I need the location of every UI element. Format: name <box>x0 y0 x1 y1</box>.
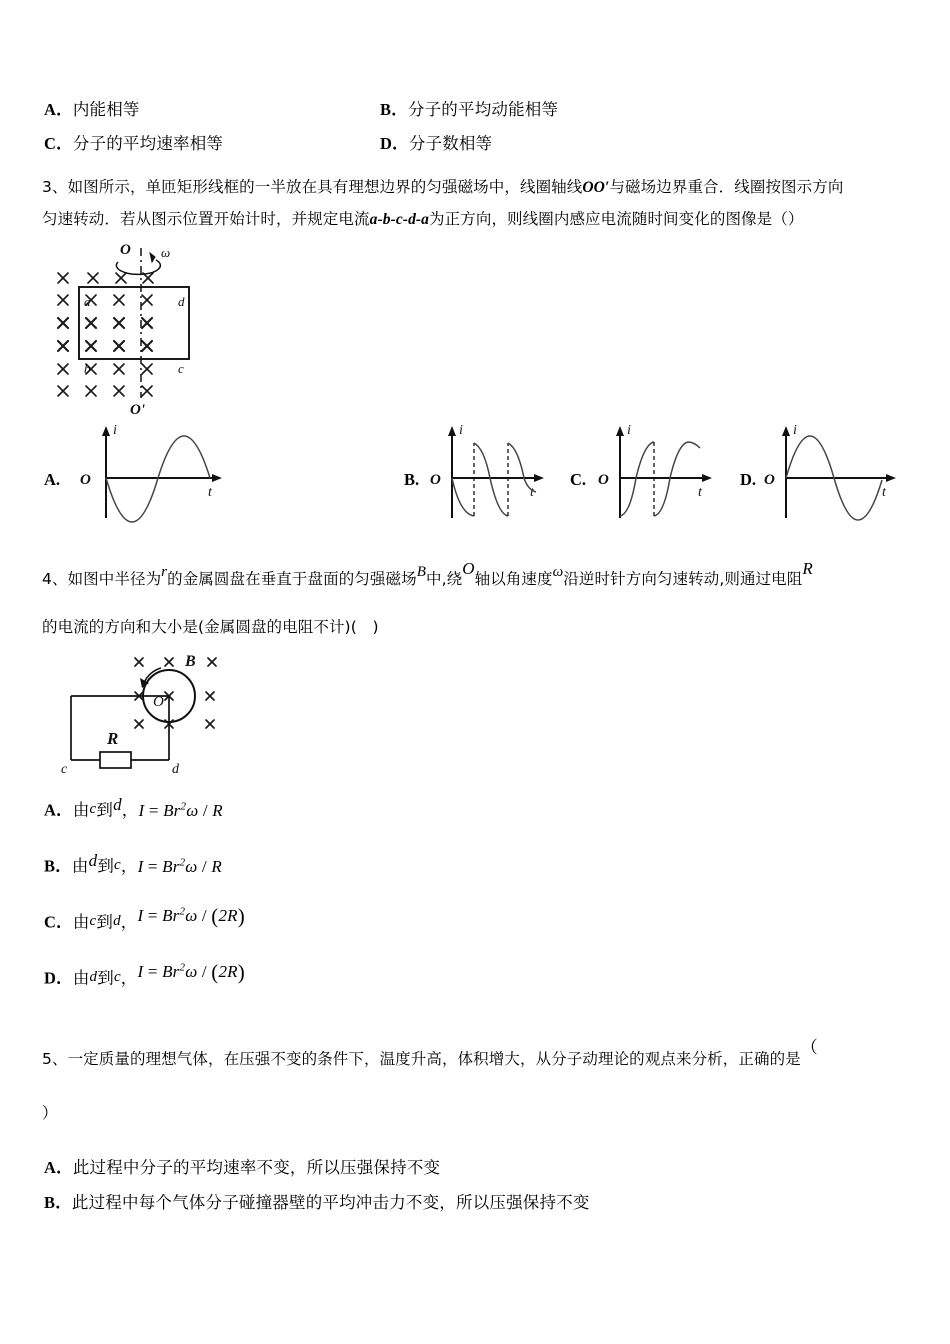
q2-option-a <box>44 100 140 120</box>
q4-option-b-to: c <box>114 856 121 873</box>
q3-line2-part1: 匀速转动．若从图示位置开始计时，并规定电流 <box>42 210 370 228</box>
magnetic-field-crosses-q4 <box>135 658 216 728</box>
corner-label-b: b <box>84 361 91 376</box>
corner-label-d: d <box>178 294 185 309</box>
origin-label-a: O <box>80 472 91 488</box>
q5-paren-close: ） <box>42 1104 58 1122</box>
x-axis-arrow-c <box>702 474 712 482</box>
x-axis-arrow-d <box>886 474 896 482</box>
q3-option-a-letter-wrap <box>44 470 60 490</box>
q5-option-a <box>44 1158 440 1178</box>
origin-label-c: O <box>598 472 609 488</box>
x-label-d: t <box>882 485 886 500</box>
q4-option-c-prefix: 由 <box>72 912 90 932</box>
q3-option-d-letter-wrap <box>740 470 756 490</box>
x-label-a: t <box>208 485 212 500</box>
q2-option-a-letter: A． <box>44 100 73 119</box>
q4-stem-line2 <box>42 608 379 647</box>
q4-number: 4、 <box>42 570 68 588</box>
omega-label: ω <box>161 245 171 260</box>
x-axis-arrow-b <box>534 474 544 482</box>
rotation-arrow-head <box>150 253 155 262</box>
y-label-b: i <box>459 423 463 438</box>
disk-center-label: O <box>153 694 164 710</box>
q4-var-B: B <box>416 563 426 580</box>
q2-option-c-letter: C． <box>44 134 73 153</box>
q5-option-a-letter: A． <box>44 1158 73 1177</box>
q4-line1-part2: 的金属圆盘在垂直于盘面的匀强磁场 <box>167 570 417 588</box>
q3-number: 3、 <box>42 178 68 196</box>
y-axis-arrow-d <box>782 426 790 436</box>
q3-graph-option-d <box>762 418 912 523</box>
waveform-b-seg1 <box>452 478 474 516</box>
corner-label-c: c <box>178 361 184 376</box>
q2-option-b <box>380 100 558 120</box>
y-axis-arrow-c <box>616 426 624 436</box>
q4-option-d-mid: 到 <box>97 968 114 988</box>
q4-option-d <box>44 959 245 990</box>
y-axis-arrow-a <box>102 426 110 436</box>
y-label-a: i <box>113 423 117 438</box>
q5-number: 5、 <box>42 1050 68 1068</box>
q3-axis-var: OO <box>582 179 605 196</box>
q4-var-O: O <box>462 558 475 578</box>
q4-option-b-letter: B． <box>44 856 72 876</box>
q4-option-d-comma: ， <box>120 968 138 988</box>
q4-option-d-prefix: 由 <box>72 968 90 988</box>
q4-var-r: r <box>161 563 168 580</box>
q4-option-c-letter: C． <box>44 912 73 932</box>
q4-option-c-formula: I = Br$^2$ω / (2R) <box>137 903 245 928</box>
q2-option-b-text: 分子的平均动能相等 <box>407 100 559 119</box>
q4-var-omega: ω <box>552 563 564 580</box>
q4-line1-part4: 轴以角速度 <box>474 570 553 588</box>
q3-graph-option-c <box>596 418 726 523</box>
q3-line2-part2: 为正方向，则线圈内感应电流随时间变化的图像是（） <box>429 210 804 228</box>
q4-option-a-formula: I = Br$^2$ω / R <box>138 800 223 820</box>
q4-option-b-mid: 到 <box>97 856 115 876</box>
field-label-B: B <box>185 653 196 670</box>
q4-line1-part1: 如图中半径为 <box>67 570 162 588</box>
q2-option-d-letter: D． <box>380 134 409 153</box>
q4-option-c <box>44 903 245 934</box>
q4-option-a-mid: 到 <box>96 800 114 820</box>
q5-option-b-text: 此过程中每个气体分子碰撞器壁的平均冲击力不变，所以压强保持不变 <box>71 1193 590 1212</box>
axis-label-bottom: O' <box>130 402 145 418</box>
q3-stem-line2 <box>42 200 803 239</box>
q2-option-b-letter: B． <box>380 100 408 119</box>
corner-label-a: a <box>84 294 91 309</box>
x-label-b: t <box>530 485 534 500</box>
q5-stem-line1 <box>42 1037 818 1079</box>
q4-option-b-formula: I = Br$^2$ω / R <box>137 856 222 876</box>
q4-option-b-from: d <box>88 850 98 870</box>
q4-option-d-formula: I = Br$^2$ω / (2R) <box>137 959 245 984</box>
q3-option-c-letter-wrap <box>570 470 586 490</box>
x-label-c: t <box>698 485 702 500</box>
axis-label-top: O <box>120 242 131 258</box>
y-axis-arrow-b <box>448 426 456 436</box>
q4-option-a-prefix: 由 <box>72 800 90 820</box>
q4-option-b <box>44 852 222 878</box>
q3-option-b-letter: B. <box>404 470 420 489</box>
terminal-label-d: d <box>172 762 179 777</box>
waveform-c-seg3 <box>688 442 700 448</box>
q4-option-a-to: d <box>113 794 122 814</box>
q4-stem-line1 <box>42 560 813 599</box>
q4-circuit-figure <box>55 648 280 783</box>
q3-option-c-letter: C. <box>570 470 587 489</box>
rectangular-coil <box>79 287 189 359</box>
q5-option-b-letter: B． <box>44 1193 72 1212</box>
terminal-label-c: c <box>61 762 68 777</box>
resistor-body <box>100 752 131 768</box>
q4-option-a-comma: ， <box>121 800 139 820</box>
rotation-arc <box>116 260 160 274</box>
x-axis-arrow-a <box>212 474 222 482</box>
q4-option-c-from: c <box>89 912 97 929</box>
q2-option-d <box>380 134 492 154</box>
q3-axis-prime: ′ <box>604 179 610 196</box>
q5-paren-open: （ <box>800 1037 818 1058</box>
q4-option-d-to: c <box>113 968 121 985</box>
q4-option-a-letter: A． <box>44 800 73 820</box>
q4-option-a <box>44 796 223 822</box>
q3-option-b-letter-wrap <box>404 470 419 490</box>
q3-graph-option-b <box>428 418 558 523</box>
q4-option-c-comma: ， <box>120 912 138 932</box>
q5-stem-line2 <box>42 1094 58 1133</box>
q2-option-c <box>44 134 223 154</box>
y-label-d: i <box>793 423 797 438</box>
q3-option-d-letter: D. <box>740 470 757 489</box>
q3-line1-part2: 与磁场边界重合．线圈按图示方向 <box>609 178 844 196</box>
q4-option-c-mid: 到 <box>96 912 114 932</box>
q4-option-a-from: c <box>89 800 97 817</box>
q4-line2: 的电流的方向和大小是(金属圆盘的电阻不计)( ) <box>42 618 379 636</box>
q2-option-c-text: 分子的平均速率相等 <box>72 134 224 153</box>
q4-option-b-comma: ， <box>120 856 138 876</box>
q4-option-d-letter: D． <box>44 968 73 988</box>
q4-option-c-to: d <box>113 912 121 929</box>
q4-option-b-prefix: 由 <box>71 856 89 876</box>
origin-label-d: O <box>764 472 775 488</box>
q3-current-direction: a-b-c-d-a <box>369 211 430 228</box>
q5-line1: 一定质量的理想气体，在压强不变的条件下，温度升高，体积增大，从分子动理论的观点来分析，正确的是 <box>67 1050 801 1068</box>
q4-var-R: R <box>802 558 813 578</box>
q3-line1-part1: 如图所示，单匝矩形线框的一半放在具有理想边界的匀强磁场中，线圈轴线 <box>67 178 583 196</box>
q5-option-b <box>44 1193 590 1213</box>
resistor-label: R <box>107 729 119 748</box>
y-label-c: i <box>627 423 631 438</box>
q4-line1-part5: 沿逆时针方向匀速转动,则通过电阻 <box>563 570 803 588</box>
magnetic-field-crosses <box>58 273 153 396</box>
q4-option-d-from: d <box>89 968 98 985</box>
q5-option-a-text: 此过程中分子的平均速率不变，所以压强保持不变 <box>72 1158 441 1177</box>
q3-option-a-letter: A. <box>44 470 61 489</box>
q2-option-d-text: 分子数相等 <box>408 134 493 153</box>
q3-graph-option-a <box>72 418 232 523</box>
waveform-b-seg2 <box>474 443 508 516</box>
origin-label-b: O <box>430 472 441 488</box>
q4-line1-part3: 中,绕 <box>425 570 463 588</box>
q3-coil-figure <box>48 238 268 418</box>
q2-option-a-text: 内能相等 <box>72 100 140 119</box>
